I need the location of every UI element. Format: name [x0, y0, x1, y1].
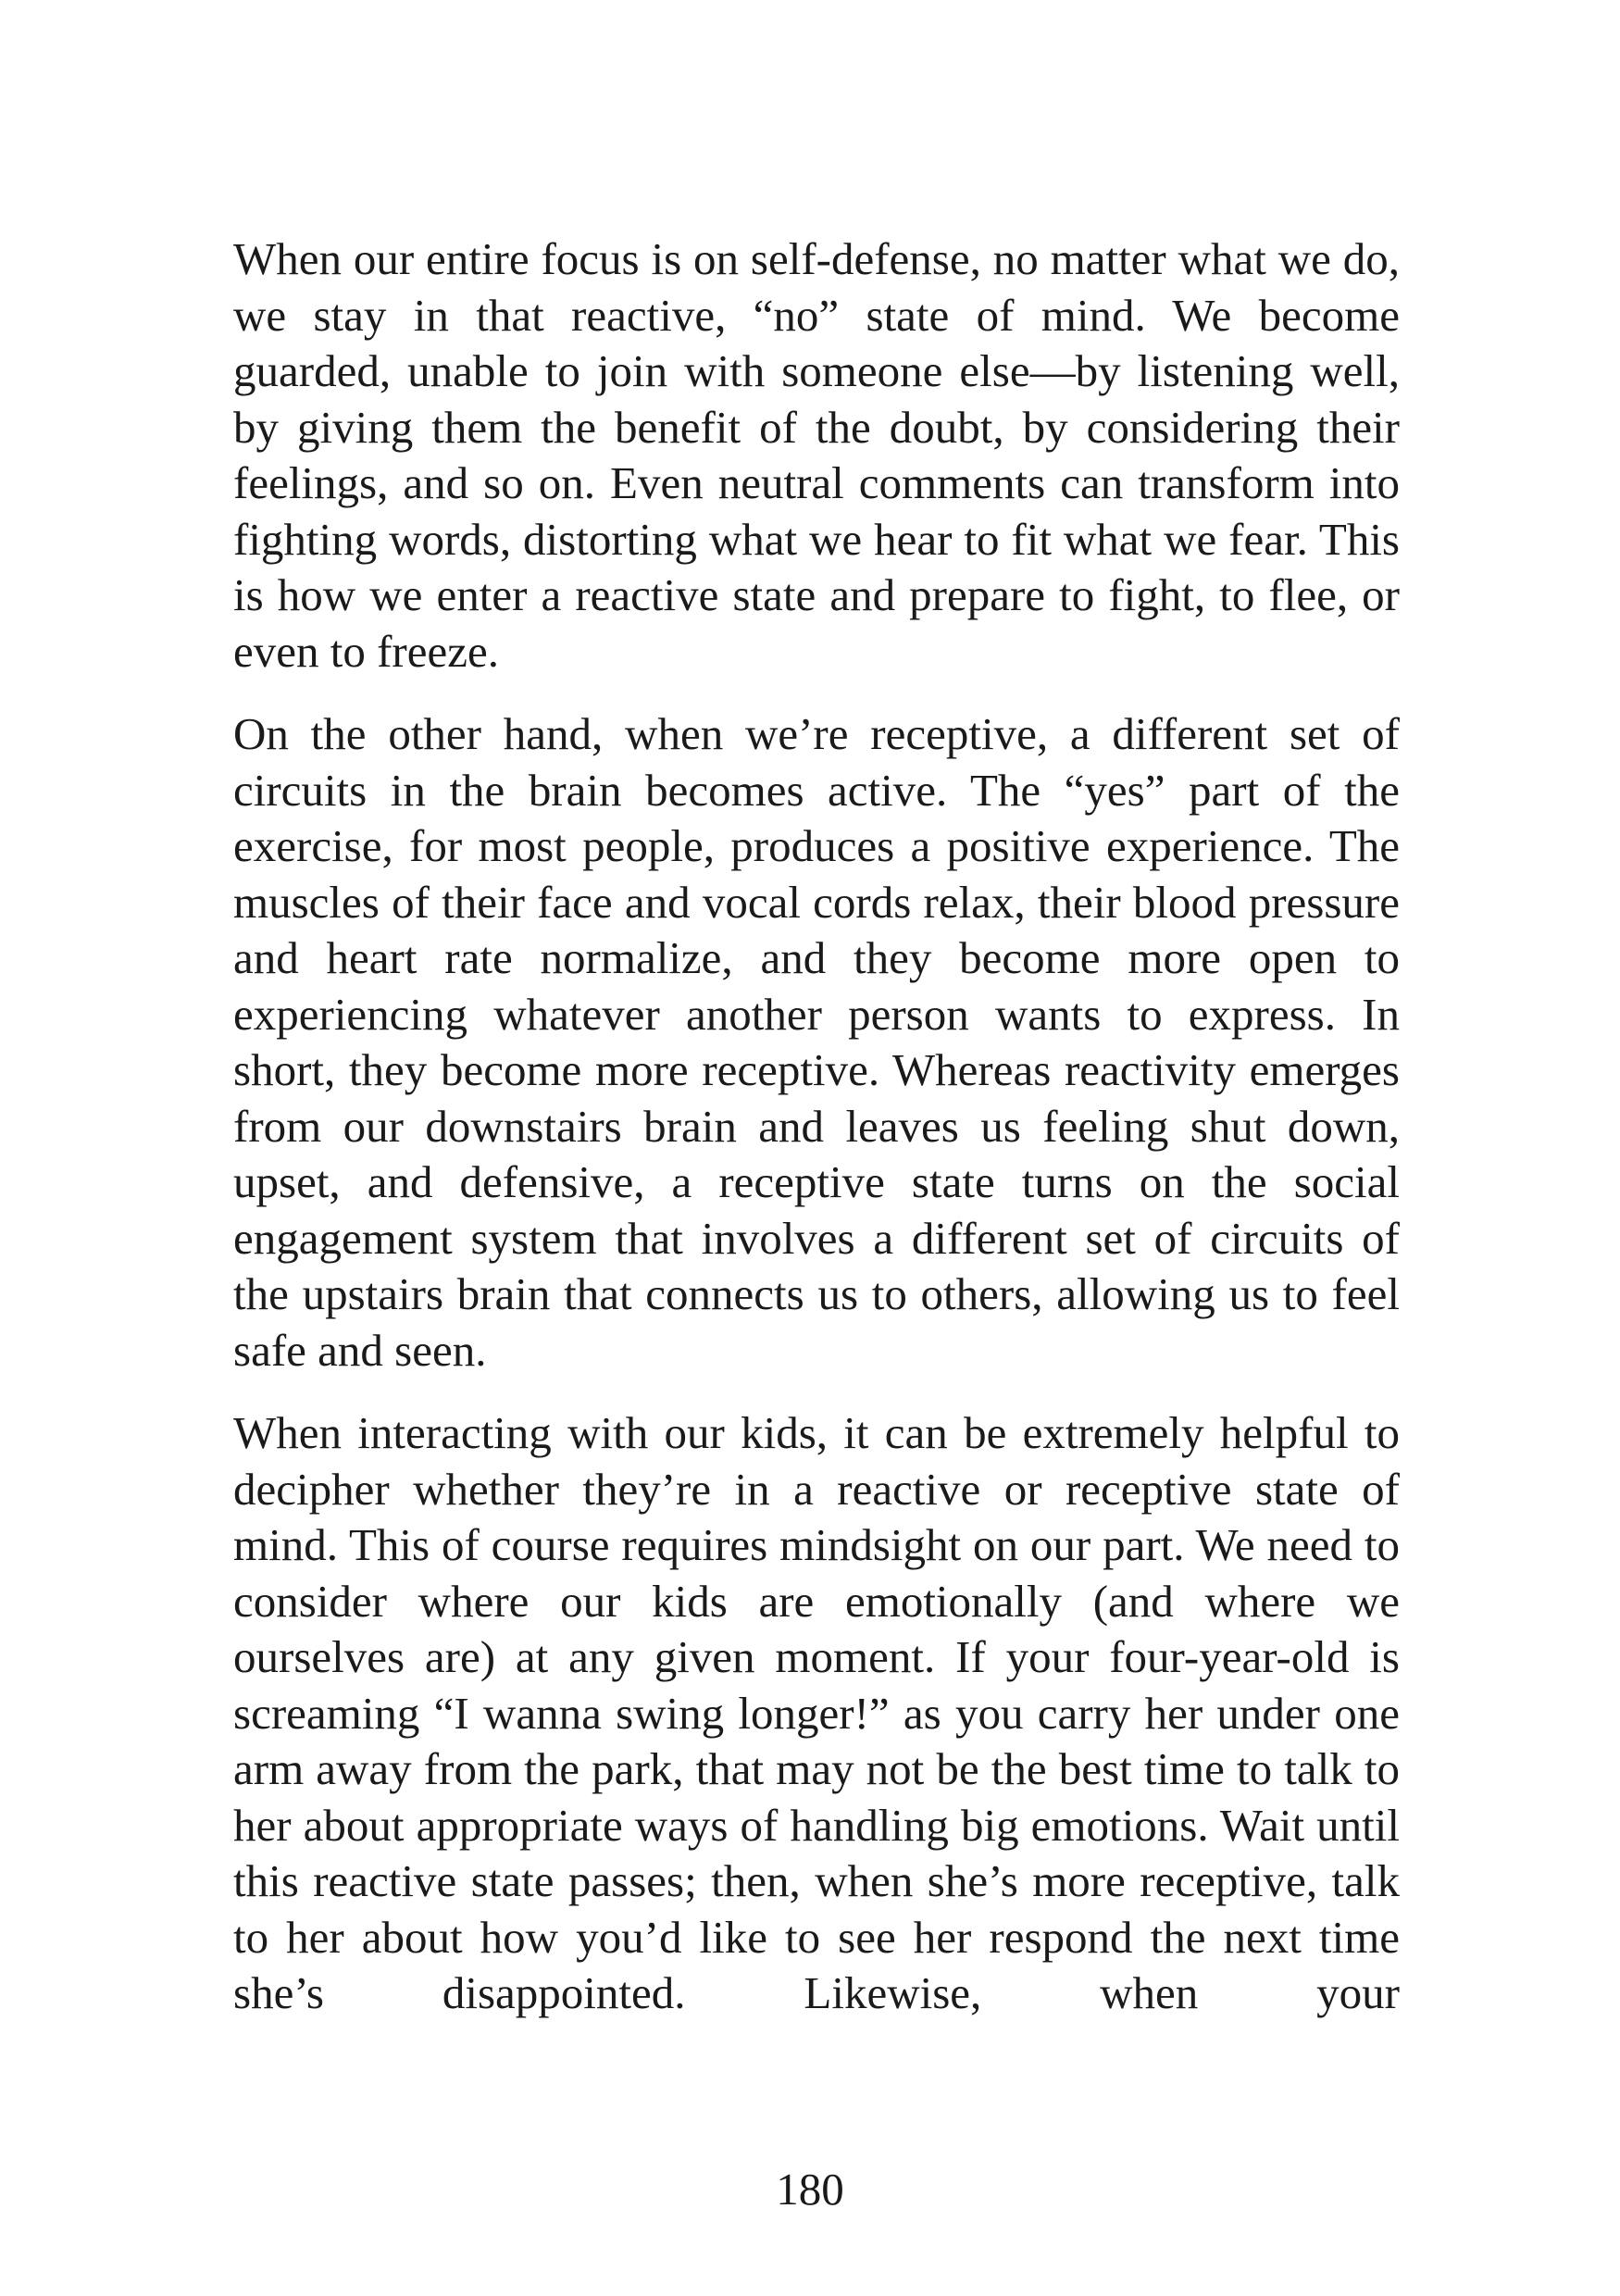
page-number: 180	[776, 2164, 844, 2215]
paragraph-3: When interacting with our kids, it can be extremely helpful to decipher whether they’re in a reactive or receptive state of mind. This of course requires mindsight on our part. We need to consider where our kids are emotionally (and where we ourselves are) at any given moment. If your four-year-old is screaming “I wanna swing longer!” as you carry her under one arm away from the park, that may not be the best time to talk to her about appropriate ways of handling big emotions. Wait until this reactive state passes; then, when she’s more receptive, talk to her about how you’d like to see her respond the next time she’s disappointed. Likewise, when your	[233, 1407, 1400, 2018]
paragraph-1: When our entire focus is on self-defense, no matter what we do, we stay in that reactive, “no” state of mind. We become guarded, unable to join with someone else—by listening well, by giving them the benefit of the doubt, by considering their feelings, and so on. Even neutral comments can transform into fighting words, distorting what we hear to fit what we fear. This is how we enter a reactive state and prepare to fight, to flee, or even to freeze.	[233, 233, 1400, 677]
paragraph-2: On the other hand, when we’re receptive, a different set of circuits in the brain becomes active. The “yes” part of the exercise, for most people, produces a positive experience. The muscles of their face and vocal cords relax, their blood pressure and heart rate normalize, and they become more open to experiencing whatever another person wants to express. In short, they become more receptive. Whereas reactivity emerges from our downstairs brain and leaves us feeling shut down, upset, and defensive, a receptive state turns on the social engagement system that involves a different set of circuits of the upstairs brain that connects us to others, allowing us to feel safe and seen.	[233, 708, 1400, 1376]
body-text	[233, 231, 1400, 2049]
